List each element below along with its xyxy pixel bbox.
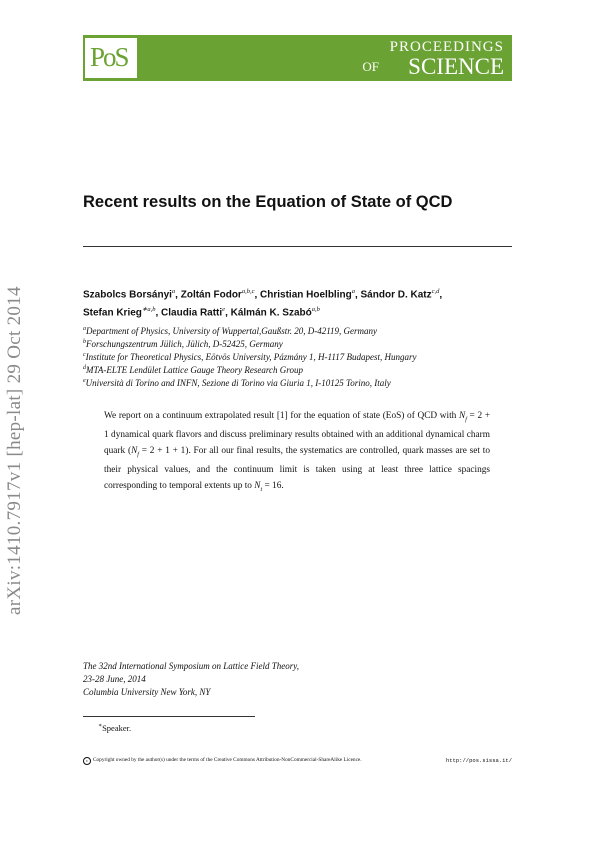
footnote [98,722,131,733]
affiliation-text: Forschungszentrum Jülich, Jülich, D-52425, Germany [86,339,283,349]
pos-logo [85,38,137,78]
author-sup: a [351,288,355,295]
affiliation [83,365,303,375]
math-equation: = 2 + 1 [104,411,491,441]
affiliation-sup: a [83,326,86,332]
copyright-icon: c [83,757,91,765]
conference-location: Columbia University New York, NY [83,687,211,697]
abstract [104,409,490,498]
math-equation: = 16 [262,480,282,491]
pos-banner [83,35,512,81]
author-name: Szabolcs Borsányi [83,289,172,301]
footnote-text: Speaker. [102,722,132,733]
affiliation [83,378,391,388]
author-name: , Kálmán K. Szabó [225,307,312,319]
math-equation: = 2 + 1 + 1 [138,445,186,456]
abstract-text: . [281,480,284,491]
author-name: Stefan Krieg [83,307,142,319]
copyright-notice [83,757,362,765]
author-name: , [439,289,443,301]
math-subscript: t [260,486,263,493]
affiliation-sup: b [83,339,86,345]
arxiv-stamp: arXiv:1410.7917v1 [hep-lat] 29 Oct 2014 [4,286,25,615]
author-sup: c,d [431,288,440,295]
math-subscript: f [137,451,139,458]
math-symbol: N [458,411,466,421]
author-name: , Zoltán Fodor [175,289,242,301]
banner-science: SCIENCE [408,54,504,79]
copyright-text: Copyright owned by the author(s) under the terms of the Creative Commons Attribution-NonCommercial-ShareAlike Licence. [93,757,362,763]
author-sup: a [171,288,176,295]
abstract-text: ). For all our final results, the systematics are controlled, quark masses are set to their physical values, and the continuum limit is taken using at least three lattice spacings corresponding to temporal extents up to [104,445,491,491]
footnote-rule [83,716,255,717]
conference-name: The 32nd International Symposium on Lattice Field Theory, [83,661,299,671]
author-sup: e [222,306,226,313]
footnote-mark: ∗ [98,723,103,729]
affiliation [83,326,377,336]
author-line-2 [83,305,320,318]
author-name: , Sándor D. Katz [354,289,432,301]
abstract-text: dynamical quark flavors and discuss preliminary results obtained with an additional dynamical charm quark ( [104,430,490,456]
affiliation-text: Department of Physics, University of Wuppertal,Gaußstr. 20, D-42119, Germany [86,326,378,336]
affiliation-sup: c [83,352,86,358]
banner-proceedings: PROCEEDINGS [389,39,504,55]
affiliation-sup: d [83,365,86,371]
author-sup: a,b,c [241,288,255,295]
author-line-1 [83,288,442,300]
affiliation-text: MTA-ELTE Lendület Lattice Gauge Theory Research Group [86,365,303,375]
author-sup: ∗a,b [141,306,156,313]
math-symbol: N [131,445,138,456]
affiliation-text: Università di Torino and INFN, Sezione di Torino via Giuria 1, I-10125 Torino, Italy [85,378,391,388]
affiliation-text: Institute for Theoretical Physics, Eötvös University, Pázmány 1, H-1117 Budapest, Hungary [85,352,417,362]
pos-url-link[interactable]: http://pos.sissa.it/ [445,757,512,764]
math-symbol: N [254,480,261,491]
conference-dates: 23-28 June, 2014 [83,674,146,684]
math-subscript: f [465,416,467,423]
affiliation [83,352,416,362]
pos-logo-text: PoS [90,42,128,72]
affiliation [83,339,283,349]
banner-of: OF [362,59,379,74]
author-name: , Christian Hoelbling [254,289,352,301]
title-rule [83,246,512,247]
author-sup: a,b [311,306,320,313]
abstract-text: We report on a continuum extrapolated result [1] for the equation of state (EoS) of QCD with [104,411,459,421]
author-name: , Claudia Ratti [155,307,223,319]
paper-title: Recent results on the Equation of State of QCD [83,193,453,211]
affiliation-sup: e [83,378,86,384]
